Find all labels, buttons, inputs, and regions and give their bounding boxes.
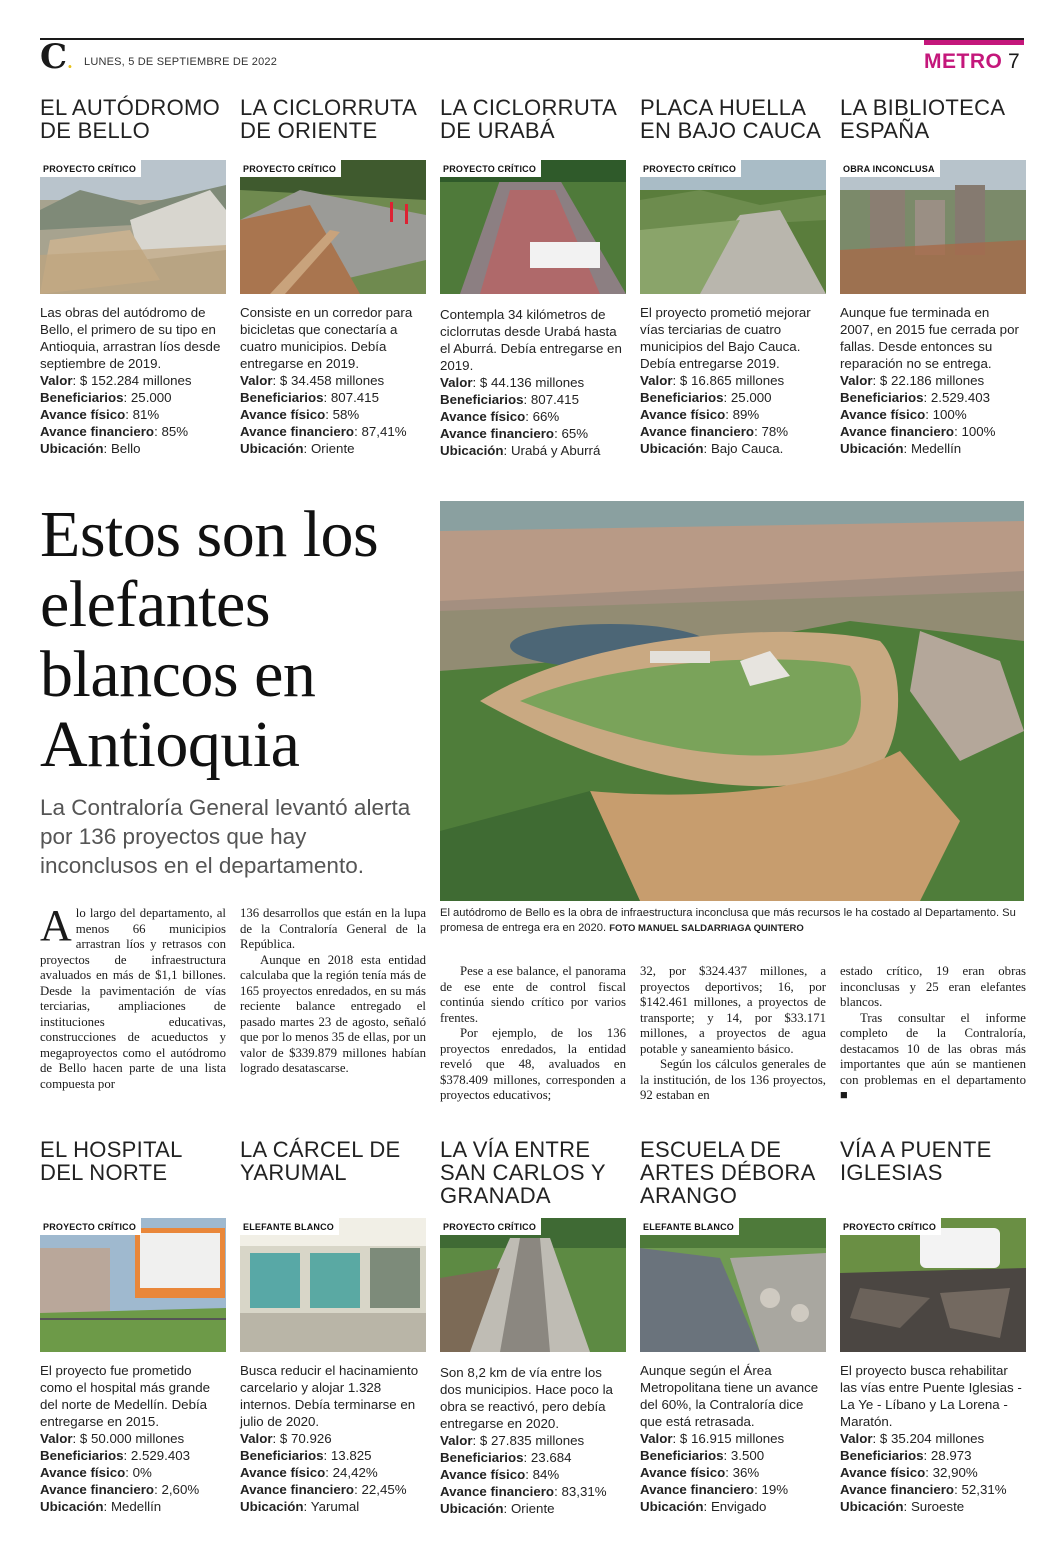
card-beneficiarios: Beneficiarios: 23.684 (440, 1450, 572, 1465)
card-avance-fisico: Avance físico: 81% (40, 407, 160, 422)
card-valor: Valor: $ 27.835 millones (440, 1433, 585, 1448)
card-photo (840, 1218, 1026, 1352)
column-text: estado crítico, 19 eran obras inconclusas y 25 eran elefantes blancos. (840, 964, 1026, 1009)
card-title: LA BIBLIOTECA ESPAÑA (840, 95, 1005, 143)
card-description (640, 304, 826, 457)
card-avance-financiero: Avance financiero: 87,41% (240, 424, 407, 439)
card-photo (440, 1218, 626, 1352)
card-title: LA CICLORRUTA DE ORIENTE (240, 95, 416, 143)
card-text: Aunque según el Área Metropolitana tiene un avance del 60%, la Contraloría dice que está retrasada. (640, 1363, 819, 1429)
card-title: EL HOSPITAL DEL NORTE (40, 1137, 182, 1185)
card-avance-financiero: Avance financiero: 52,31% (840, 1482, 1007, 1497)
card-avance-fisico: Avance físico: 24,42% (240, 1465, 378, 1480)
card-title: VÍA A PUENTE IGLESIAS (840, 1137, 992, 1185)
card-ciclorruta-oriente (240, 96, 426, 142)
article-column-5 (840, 964, 1026, 1104)
card-title: ESCUELA DE ARTES DÉBORA ARANGO (640, 1137, 815, 1208)
card-beneficiarios: Beneficiarios: 3.500 (640, 1448, 765, 1463)
card-photo (640, 160, 826, 294)
card-description (840, 1362, 1026, 1515)
card-beneficiarios: Beneficiarios: 807.415 (440, 392, 579, 407)
card-ubicacion: Ubicación: Bello (40, 441, 141, 456)
card-avance-financiero: Avance financiero: 22,45% (240, 1482, 407, 1497)
card-text: Contempla 34 kilómetros de ciclorrutas desde Urabá hasta el Aburrá. Debía entregarse en 2019. (440, 307, 622, 373)
card-title: LA CÁRCEL DE YARUMAL (240, 1137, 401, 1185)
card-beneficiarios: Beneficiarios: 13.825 (240, 1448, 372, 1463)
card-tag: PROYECTO CRÍTICO (40, 160, 141, 177)
card-tag: PROYECTO CRÍTICO (640, 160, 741, 177)
card-ubicacion: Ubicación: Bajo Cauca. (640, 441, 784, 456)
card-ubicacion: Ubicación: Urabá y Aburrá (440, 443, 601, 458)
article-main-photo (440, 501, 1024, 901)
card-description (240, 1362, 426, 1515)
card-avance-fisico: Avance físico: 84% (440, 1467, 560, 1482)
card-title: EL AUTÓDROMO DE BELLO (40, 95, 221, 143)
card-tag: PROYECTO CRÍTICO (40, 1218, 141, 1235)
card-escuela-debora-arango (640, 1138, 826, 1207)
column-text: lo largo del departamento, al menos 66 municipios arrastran líos y retrasos con proyectos de infraestructura avaluados en más de $1,1 billones. Desde la pavimentación de vías terciarias, ampliaciones de instituciones educativas, construcciones de acueductos y megaproyectos como el autódromo de Bello hacen parte de una lista compuesta por (40, 906, 226, 1091)
card-valor: Valor: $ 16.865 millones (640, 373, 785, 388)
card-photo (40, 1218, 226, 1352)
card-ubicacion: Ubicación: Yarumal (240, 1499, 360, 1514)
card-tag: PROYECTO CRÍTICO (440, 160, 541, 177)
column-text: Según los cálculos generales de la institución, de los 136 proyectos, 92 estaban en (640, 1057, 826, 1102)
photo-credit: FOTO MANUEL SALDARRIAGA QUINTERO (609, 923, 804, 934)
column-text: Tras consultar el informe completo de la Contraloría, destacamos 10 de las obras más importantes que aún se mantienen con problemas en el departamento (840, 1010, 1026, 1087)
card-valor: Valor: $ 152.284 millones (40, 373, 192, 388)
card-tag: OBRA INCONCLUSA (840, 160, 940, 177)
card-valor: Valor: $ 44.136 millones (440, 375, 585, 390)
card-valor: Valor: $ 70.926 (240, 1431, 332, 1446)
column-text: 136 desarrollos que están en la lupa de la Contraloría General de la República. (240, 906, 426, 951)
card-avance-financiero: Avance financiero: 2,60% (40, 1482, 200, 1497)
card-valor: Valor: $ 34.458 millones (240, 373, 385, 388)
card-description (440, 306, 626, 459)
card-description (440, 1364, 626, 1517)
card-text: Busca reducir el hacinamiento carcelario y alojar 1.328 internos. Debía terminarse en julio de 2020. (240, 1363, 419, 1429)
card-tag: ELEFANTE BLANCO (640, 1218, 739, 1235)
card-avance-fisico: Avance físico: 89% (640, 407, 760, 422)
card-beneficiarios: Beneficiarios: 2.529.403 (40, 1448, 191, 1463)
card-ciclorruta-uraba (440, 96, 626, 142)
card-description (40, 1362, 226, 1515)
card-avance-financiero: Avance financiero: 19% (640, 1482, 789, 1497)
header-rule (40, 38, 1024, 40)
card-title: PLACA HUELLA EN BAJO CAUCA (640, 95, 822, 143)
section-accent-bar (924, 40, 1024, 45)
card-tag: ELEFANTE BLANCO (240, 1218, 339, 1235)
card-tag: PROYECTO CRÍTICO (840, 1218, 941, 1235)
card-valor: Valor: $ 22.186 millones (840, 373, 985, 388)
card-avance-financiero: Avance financiero: 83,31% (440, 1484, 607, 1499)
card-placa-huella (640, 96, 826, 142)
article-subhead: La Contraloría General levantó alerta por 136 proyectos que hay inconclusos en el departamento. (40, 795, 411, 878)
card-ubicacion: Ubicación: Envigado (640, 1499, 767, 1514)
section-name: METRO (924, 50, 1003, 73)
card-photo (40, 160, 226, 294)
card-beneficiarios: Beneficiarios: 807.415 (240, 390, 379, 405)
card-carcel-yarumal (240, 1138, 426, 1184)
newspaper-logo[interactable]: C. (40, 37, 73, 77)
card-photo (440, 160, 626, 294)
card-description (40, 304, 226, 457)
column-text: Por ejemplo, de los 136 proyectos enredados, la entidad reveló que 48, avaluados en $378.409 millones, corresponden a proyectos educativos; (440, 1026, 626, 1102)
card-valor: Valor: $ 16.915 millones (640, 1431, 785, 1446)
card-beneficiarios: Beneficiarios: 25.000 (640, 390, 772, 405)
card-beneficiarios: Beneficiarios: 2.529.403 (840, 390, 991, 405)
card-via-san-carlos-granada (440, 1138, 626, 1207)
card-beneficiarios: Beneficiarios: 28.973 (840, 1448, 972, 1463)
aerial-racetrack-illustration (440, 501, 1024, 901)
drop-cap: A (40, 901, 72, 950)
end-mark: ■ (840, 1088, 848, 1102)
article-column-2 (240, 906, 426, 1077)
card-photo (840, 160, 1026, 294)
card-avance-financiero: Avance financiero: 85% (40, 424, 189, 439)
card-hospital-norte (40, 1138, 226, 1184)
card-photo (640, 1218, 826, 1352)
card-avance-financiero: Avance financiero: 100% (840, 424, 996, 439)
card-text: Son 8,2 km de vía entre los dos municipios. Hace poco la obra se reactivó, pero debía entregarse en 2020. (440, 1365, 613, 1431)
card-biblioteca-espana (840, 96, 1026, 142)
column-text: Pese a ese balance, el panorama de ese ente de control fiscal continúa siendo crítico por varios frentes. (440, 964, 626, 1025)
card-text: Aunque fue terminada en 2007, en 2015 fue cerrada por fallas. Desde entonces su reparación no se entrega. (840, 305, 1019, 371)
card-description (640, 1362, 826, 1515)
card-avance-fisico: Avance físico: 36% (640, 1465, 760, 1480)
card-text: Consiste en un corredor para bicicletas que conectaría a cuatro municipios. Debía entregarse en 2019. (240, 305, 413, 371)
article-column-1 (40, 901, 226, 1092)
card-text: El proyecto fue prometido como el hospital más grande del norte de Medellín. Debía entregarse en 2015. (40, 1363, 210, 1429)
card-ubicacion: Ubicación: Medellín (840, 441, 962, 456)
card-beneficiarios: Beneficiarios: 25.000 (40, 390, 172, 405)
card-tag: PROYECTO CRÍTICO (240, 160, 341, 177)
card-ubicacion: Ubicación: Medellín (40, 1499, 162, 1514)
card-description (240, 304, 426, 457)
photo-caption: El autódromo de Bello es la obra de infraestructura inconclusa que más recursos le ha costado al Departamento. Su promesa de entrega era en 2020. FOTO MANUEL SALDARRIAGA QUINTERO (440, 907, 1016, 934)
page-number: 7 (1008, 50, 1020, 73)
card-autodromo-bello (40, 96, 226, 142)
article-column-3 (440, 964, 626, 1104)
card-avance-financiero: Avance financiero: 65% (440, 426, 589, 441)
article-headline: Estos son los elefantes blancos en Antioquia (40, 498, 379, 781)
issue-date: LUNES, 5 DE SEPTIEMBRE DE 2022 (84, 56, 278, 68)
column-text: 32, por $324.437 millones, a proyectos deportivos; 16, por $142.461 millones, a proyectos de transporte; y 14, por $33.171 millones, a proyectos de agua potable y saneamiento básico. (640, 964, 826, 1056)
card-tag: PROYECTO CRÍTICO (440, 1218, 541, 1235)
card-text: Las obras del autódromo de Bello, el primero de su tipo en Antioquia, arrastran líos desde septiembre de 2019. (40, 305, 221, 371)
card-avance-financiero: Avance financiero: 78% (640, 424, 789, 439)
card-avance-fisico: Avance físico: 58% (240, 407, 360, 422)
card-ubicacion: Ubicación: Oriente (240, 441, 355, 456)
card-title: LA CICLORRUTA DE URABÁ (440, 95, 616, 143)
card-description (840, 304, 1026, 457)
column-text: Aunque en 2018 esta entidad calculaba que la región tenía más de 165 proyectos enredados, en su más reciente balance entregado el pasado martes 23 de agosto, señaló que por lo menos 35 de ellas, por un valor de $339.879 millones habían logrado desatascarse. (240, 952, 426, 1075)
card-avance-fisico: Avance físico: 0% (40, 1465, 152, 1480)
card-ubicacion: Ubicación: Oriente (440, 1501, 555, 1516)
card-via-puente-iglesias (840, 1138, 1026, 1184)
card-title: LA VÍA ENTRE SAN CARLOS Y GRANADA (440, 1137, 606, 1208)
article-column-4 (640, 964, 826, 1104)
card-avance-fisico: Avance físico: 32,90% (840, 1465, 978, 1480)
card-avance-fisico: Avance físico: 100% (840, 407, 967, 422)
card-valor: Valor: $ 35.204 millones (840, 1431, 985, 1446)
card-avance-fisico: Avance físico: 66% (440, 409, 560, 424)
card-ubicacion: Ubicación: Suroeste (840, 1499, 965, 1514)
card-text: El proyecto prometió mejorar vías terciarias de cuatro municipios del Bajo Cauca. Debía entregarse 2019. (640, 305, 811, 371)
card-photo (240, 160, 426, 294)
card-text: El proyecto busca rehabilitar las vías entre Puente Iglesias - La Ye - Líbano y La Lorena - Maratón. (840, 1363, 1022, 1429)
card-photo (240, 1218, 426, 1352)
card-valor: Valor: $ 50.000 millones (40, 1431, 185, 1446)
